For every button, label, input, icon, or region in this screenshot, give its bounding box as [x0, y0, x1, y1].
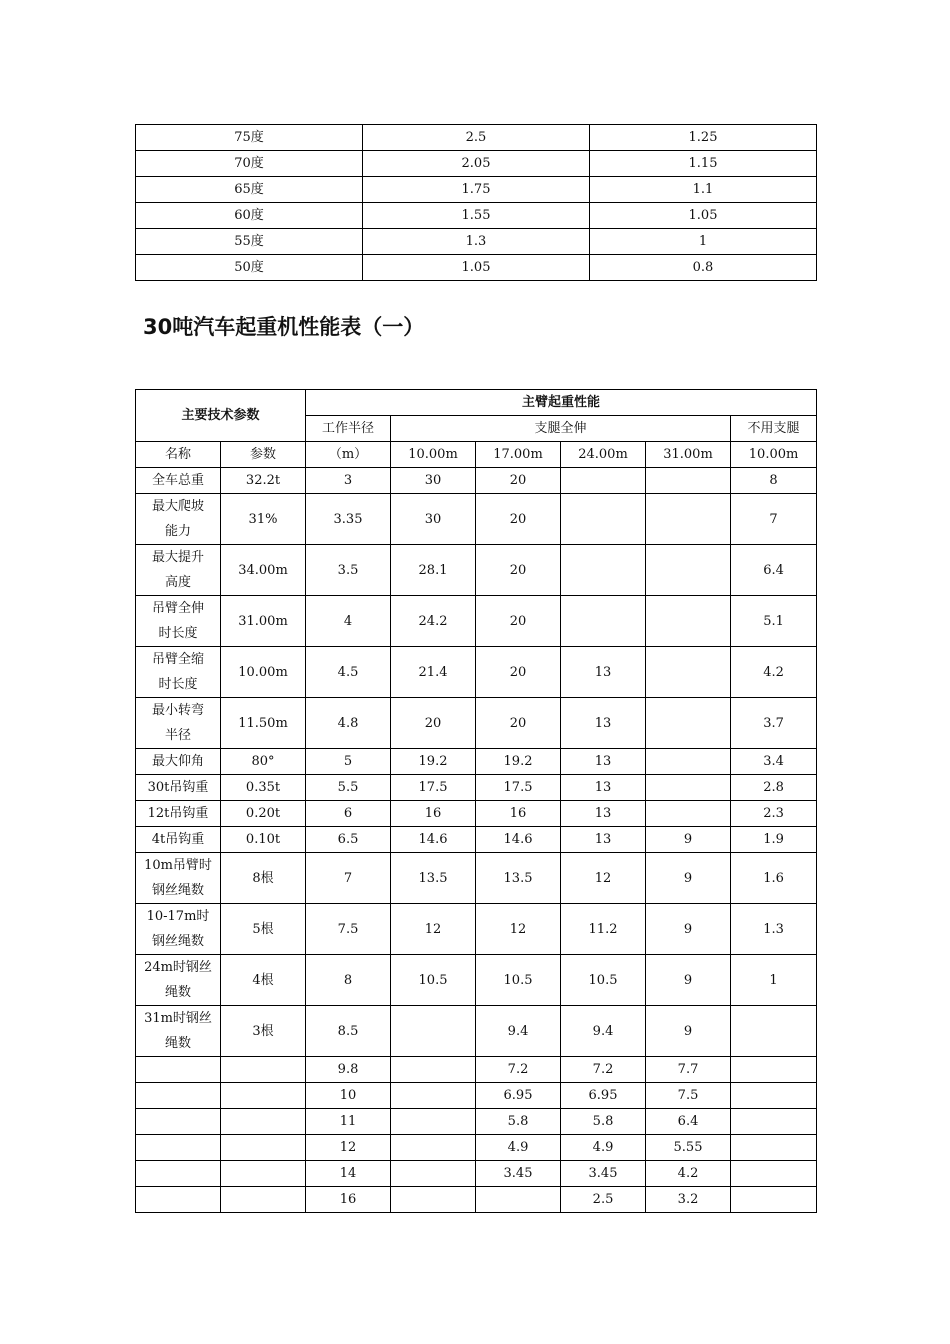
capacity-cell: 3.45 [561, 1161, 646, 1187]
capacity-cell: 19.2 [476, 749, 561, 775]
table-row [136, 151, 817, 177]
capacity-cell: 6.4 [731, 545, 817, 596]
table-cell: 1.25 [590, 125, 817, 151]
table-row [136, 827, 817, 853]
work-radius-unit: （m） [306, 442, 391, 468]
table-cell: 60度 [136, 203, 363, 229]
capacity-cell: 9.4 [476, 1006, 561, 1057]
param-value-cell: 0.20t [221, 801, 306, 827]
capacity-cell: 5.55 [646, 1135, 731, 1161]
table-row [136, 229, 817, 255]
capacity-cell [646, 647, 731, 698]
table-row [136, 1083, 817, 1109]
boom-length-31: 31.00m [646, 442, 731, 468]
param-name-cell [136, 1006, 221, 1057]
capacity-cell: 7.2 [561, 1057, 646, 1083]
capacity-cell [731, 1057, 817, 1083]
capacity-cell: 7.5 [646, 1083, 731, 1109]
radius-cell: 16 [306, 1187, 391, 1213]
capacity-cell: 1.6 [731, 853, 817, 904]
table-row [136, 596, 817, 647]
param-header: 参数 [221, 442, 306, 468]
param-name-cell [136, 775, 221, 801]
param-value-cell [221, 1135, 306, 1161]
table-cell: 70度 [136, 151, 363, 177]
param-name-line1: 最大仰角 [151, 754, 204, 769]
table-row [136, 904, 817, 955]
radius-cell: 11 [306, 1109, 391, 1135]
table-cell: 50度 [136, 255, 363, 281]
radius-cell: 5.5 [306, 775, 391, 801]
capacity-cell [646, 468, 731, 494]
param-value-cell [221, 1187, 306, 1213]
capacity-cell [646, 749, 731, 775]
capacity-cell: 2.8 [731, 775, 817, 801]
table-row [136, 203, 817, 229]
table-cell: 1.1 [590, 177, 817, 203]
capacity-cell: 1 [731, 955, 817, 1006]
table-row [136, 853, 817, 904]
capacity-cell: 20 [476, 698, 561, 749]
param-value-cell [221, 1083, 306, 1109]
param-value-cell: 4根 [221, 955, 306, 1006]
param-value-cell: 32.2t [221, 468, 306, 494]
radius-cell: 6 [306, 801, 391, 827]
boom-length-10: 10.00m [391, 442, 476, 468]
capacity-cell: 10.5 [476, 955, 561, 1006]
no-outrigger-length: 10.00m [731, 442, 817, 468]
capacity-cell [391, 1006, 476, 1057]
capacity-cell: 28.1 [391, 545, 476, 596]
capacity-cell: 9 [646, 955, 731, 1006]
param-value-cell: 34.00m [221, 545, 306, 596]
table-cell: 75度 [136, 125, 363, 151]
capacity-cell: 5.8 [476, 1109, 561, 1135]
table-row [136, 125, 817, 151]
table-cell: 1.05 [363, 255, 590, 281]
capacity-cell [731, 1006, 817, 1057]
param-name-line2: 高度 [164, 575, 191, 590]
capacity-cell: 13 [561, 647, 646, 698]
capacity-cell: 8 [731, 468, 817, 494]
param-value-cell: 31% [221, 494, 306, 545]
table-row [136, 801, 817, 827]
param-value-cell: 8根 [221, 853, 306, 904]
capacity-cell: 14.6 [391, 827, 476, 853]
capacity-cell: 20 [476, 468, 561, 494]
capacity-cell: 7.7 [646, 1057, 731, 1083]
table-row [136, 1109, 817, 1135]
capacity-cell [561, 494, 646, 545]
table-cell: 55度 [136, 229, 363, 255]
param-name-line1: 吊臂全缩 [151, 652, 204, 667]
page-title: 30吨汽车起重机性能表（一） [143, 315, 425, 339]
param-name-cell [136, 545, 221, 596]
capacity-cell [731, 1161, 817, 1187]
capacity-cell: 13 [561, 827, 646, 853]
table-row [136, 749, 817, 775]
table-row [136, 775, 817, 801]
param-name-cell [136, 955, 221, 1006]
capacity-cell: 30 [391, 494, 476, 545]
capacity-cell: 13 [561, 749, 646, 775]
capacity-cell: 17.5 [476, 775, 561, 801]
param-name-cell [136, 596, 221, 647]
capacity-cell: 12 [391, 904, 476, 955]
table-cell: 2.05 [363, 151, 590, 177]
radius-cell: 8 [306, 955, 391, 1006]
radius-cell: 6.5 [306, 827, 391, 853]
param-name-cell [136, 1057, 221, 1083]
capacity-cell: 19.2 [391, 749, 476, 775]
crane-performance-body [136, 468, 817, 1213]
capacity-cell: 30 [391, 468, 476, 494]
table-row [136, 494, 817, 545]
no-outriggers-header: 不用支腿 [731, 416, 817, 442]
param-name-line1: 30t吊钩重 [147, 780, 209, 795]
capacity-cell: 12 [476, 904, 561, 955]
param-name-cell [136, 1161, 221, 1187]
capacity-cell [731, 1135, 817, 1161]
capacity-cell: 9 [646, 827, 731, 853]
radius-cell: 7.5 [306, 904, 391, 955]
param-name-cell [136, 853, 221, 904]
radius-cell: 4.5 [306, 647, 391, 698]
capacity-cell: 7 [731, 494, 817, 545]
capacity-cell: 4.2 [646, 1161, 731, 1187]
boom-length-24: 24.00m [561, 442, 646, 468]
capacity-cell [646, 545, 731, 596]
capacity-cell: 21.4 [391, 647, 476, 698]
capacity-cell [561, 596, 646, 647]
table-cell: 1.3 [363, 229, 590, 255]
param-name-line2: 钢丝绳数 [151, 934, 204, 949]
capacity-cell: 9 [646, 1006, 731, 1057]
param-name-line1: 10-17m时 [146, 909, 210, 924]
capacity-cell: 10.5 [561, 955, 646, 1006]
param-name-cell [136, 904, 221, 955]
param-name-line2: 时长度 [158, 626, 198, 641]
capacity-cell: 12 [561, 853, 646, 904]
capacity-cell: 17.5 [391, 775, 476, 801]
table-cell: 1.55 [363, 203, 590, 229]
param-name-cell [136, 468, 221, 494]
param-value-cell: 0.35t [221, 775, 306, 801]
capacity-cell: 20 [476, 647, 561, 698]
radius-cell: 12 [306, 1135, 391, 1161]
capacity-cell: 3.7 [731, 698, 817, 749]
capacity-cell: 24.2 [391, 596, 476, 647]
capacity-cell: 13 [561, 775, 646, 801]
param-name-line1: 24m时钢丝 [144, 960, 212, 975]
table-row [136, 1161, 817, 1187]
table-row [136, 698, 817, 749]
radius-cell: 3 [306, 468, 391, 494]
boom-performance-header: 主臂起重性能 [306, 390, 817, 416]
table-row [136, 468, 817, 494]
capacity-cell [391, 1057, 476, 1083]
param-value-cell: 80° [221, 749, 306, 775]
radius-cell: 5 [306, 749, 391, 775]
param-name-line1: 12t吊钩重 [147, 806, 209, 821]
angle-table [135, 124, 817, 281]
param-value-cell [221, 1161, 306, 1187]
param-value-cell: 3根 [221, 1006, 306, 1057]
table-row [136, 1057, 817, 1083]
param-name-line1: 吊臂全伸 [151, 601, 204, 616]
capacity-cell: 5.1 [731, 596, 817, 647]
capacity-cell [646, 801, 731, 827]
param-name-cell [136, 827, 221, 853]
param-value-cell: 5根 [221, 904, 306, 955]
capacity-cell: 13.5 [476, 853, 561, 904]
param-name-line2: 绳数 [164, 985, 191, 1000]
param-name-line1: 4t吊钩重 [151, 832, 205, 847]
capacity-cell [646, 494, 731, 545]
capacity-cell: 2.5 [561, 1187, 646, 1213]
param-value-cell [221, 1057, 306, 1083]
capacity-cell: 6.95 [476, 1083, 561, 1109]
param-value-cell: 10.00m [221, 647, 306, 698]
table-cell: 1.05 [590, 203, 817, 229]
param-name-line1: 最小转弯 [151, 703, 204, 718]
param-name-cell [136, 494, 221, 545]
capacity-cell: 13.5 [391, 853, 476, 904]
capacity-cell [731, 1109, 817, 1135]
capacity-cell: 10.5 [391, 955, 476, 1006]
param-name-line2: 半径 [164, 728, 191, 743]
param-name-line1: 10m吊臂时 [144, 858, 212, 873]
capacity-cell [391, 1161, 476, 1187]
radius-cell: 4 [306, 596, 391, 647]
angle-table-body [136, 125, 817, 281]
param-name-cell [136, 1109, 221, 1135]
capacity-cell [391, 1187, 476, 1213]
param-name-line2: 时长度 [158, 677, 198, 692]
capacity-cell [646, 775, 731, 801]
capacity-cell: 6.95 [561, 1083, 646, 1109]
radius-cell: 3.5 [306, 545, 391, 596]
param-value-cell: 0.10t [221, 827, 306, 853]
table-row [136, 177, 817, 203]
capacity-cell: 4.9 [476, 1135, 561, 1161]
param-name-cell [136, 1135, 221, 1161]
table-row [136, 647, 817, 698]
capacity-cell: 5.8 [561, 1109, 646, 1135]
capacity-cell [561, 545, 646, 596]
param-name-line2: 绳数 [164, 1036, 191, 1051]
param-name-cell [136, 647, 221, 698]
capacity-cell: 16 [476, 801, 561, 827]
capacity-cell: 13 [561, 801, 646, 827]
table-cell: 0.8 [590, 255, 817, 281]
capacity-cell [391, 1135, 476, 1161]
param-value-cell [221, 1109, 306, 1135]
capacity-cell: 1.9 [731, 827, 817, 853]
param-value-cell: 31.00m [221, 596, 306, 647]
param-name-line2: 钢丝绳数 [151, 883, 204, 898]
capacity-cell: 20 [391, 698, 476, 749]
crane-performance-table [135, 389, 817, 1213]
capacity-cell: 16 [391, 801, 476, 827]
boom-length-17: 17.00m [476, 442, 561, 468]
capacity-cell: 20 [476, 596, 561, 647]
capacity-cell: 9 [646, 853, 731, 904]
param-name-cell [136, 801, 221, 827]
param-name-cell [136, 749, 221, 775]
capacity-cell [391, 1109, 476, 1135]
work-radius-header: 工作半径 [306, 416, 391, 442]
capacity-cell: 13 [561, 698, 646, 749]
capacity-cell [731, 1083, 817, 1109]
param-name-cell [136, 698, 221, 749]
capacity-cell: 3.2 [646, 1187, 731, 1213]
radius-cell: 14 [306, 1161, 391, 1187]
capacity-cell [561, 468, 646, 494]
outriggers-full-header: 支腿全伸 [391, 416, 731, 442]
capacity-cell: 4.9 [561, 1135, 646, 1161]
table-cell: 2.5 [363, 125, 590, 151]
radius-cell: 9.8 [306, 1057, 391, 1083]
capacity-cell: 11.2 [561, 904, 646, 955]
param-name-cell [136, 1083, 221, 1109]
capacity-cell: 4.2 [731, 647, 817, 698]
capacity-cell: 2.3 [731, 801, 817, 827]
radius-cell: 3.35 [306, 494, 391, 545]
capacity-cell [646, 596, 731, 647]
capacity-cell: 9 [646, 904, 731, 955]
capacity-cell [476, 1187, 561, 1213]
table-row [136, 255, 817, 281]
param-name-line1: 31m时钢丝 [144, 1011, 212, 1026]
table-row [136, 1187, 817, 1213]
table-cell: 1 [590, 229, 817, 255]
tech-params-header: 主要技术参数 [136, 390, 306, 442]
table-row [136, 1006, 817, 1057]
table-cell: 1.15 [590, 151, 817, 177]
param-value-cell: 11.50m [221, 698, 306, 749]
table-cell: 1.75 [363, 177, 590, 203]
table-row [136, 545, 817, 596]
param-name-line2: 能力 [164, 524, 191, 539]
capacity-cell: 7.2 [476, 1057, 561, 1083]
table-cell: 65度 [136, 177, 363, 203]
radius-cell: 7 [306, 853, 391, 904]
capacity-cell: 6.4 [646, 1109, 731, 1135]
table-row [136, 955, 817, 1006]
param-name-line1: 全车总重 [151, 473, 204, 488]
capacity-cell: 20 [476, 545, 561, 596]
param-name-cell [136, 1187, 221, 1213]
capacity-cell: 3.4 [731, 749, 817, 775]
param-name-line1: 最大提升 [151, 550, 204, 565]
radius-cell: 4.8 [306, 698, 391, 749]
capacity-cell: 14.6 [476, 827, 561, 853]
capacity-cell [391, 1083, 476, 1109]
capacity-cell: 20 [476, 494, 561, 545]
param-name-line1: 最大爬坡 [151, 499, 204, 514]
capacity-cell: 3.45 [476, 1161, 561, 1187]
name-header: 名称 [136, 442, 221, 468]
radius-cell: 10 [306, 1083, 391, 1109]
table-row [136, 1135, 817, 1161]
capacity-cell: 9.4 [561, 1006, 646, 1057]
capacity-cell: 1.3 [731, 904, 817, 955]
capacity-cell [731, 1187, 817, 1213]
capacity-cell [646, 698, 731, 749]
radius-cell: 8.5 [306, 1006, 391, 1057]
